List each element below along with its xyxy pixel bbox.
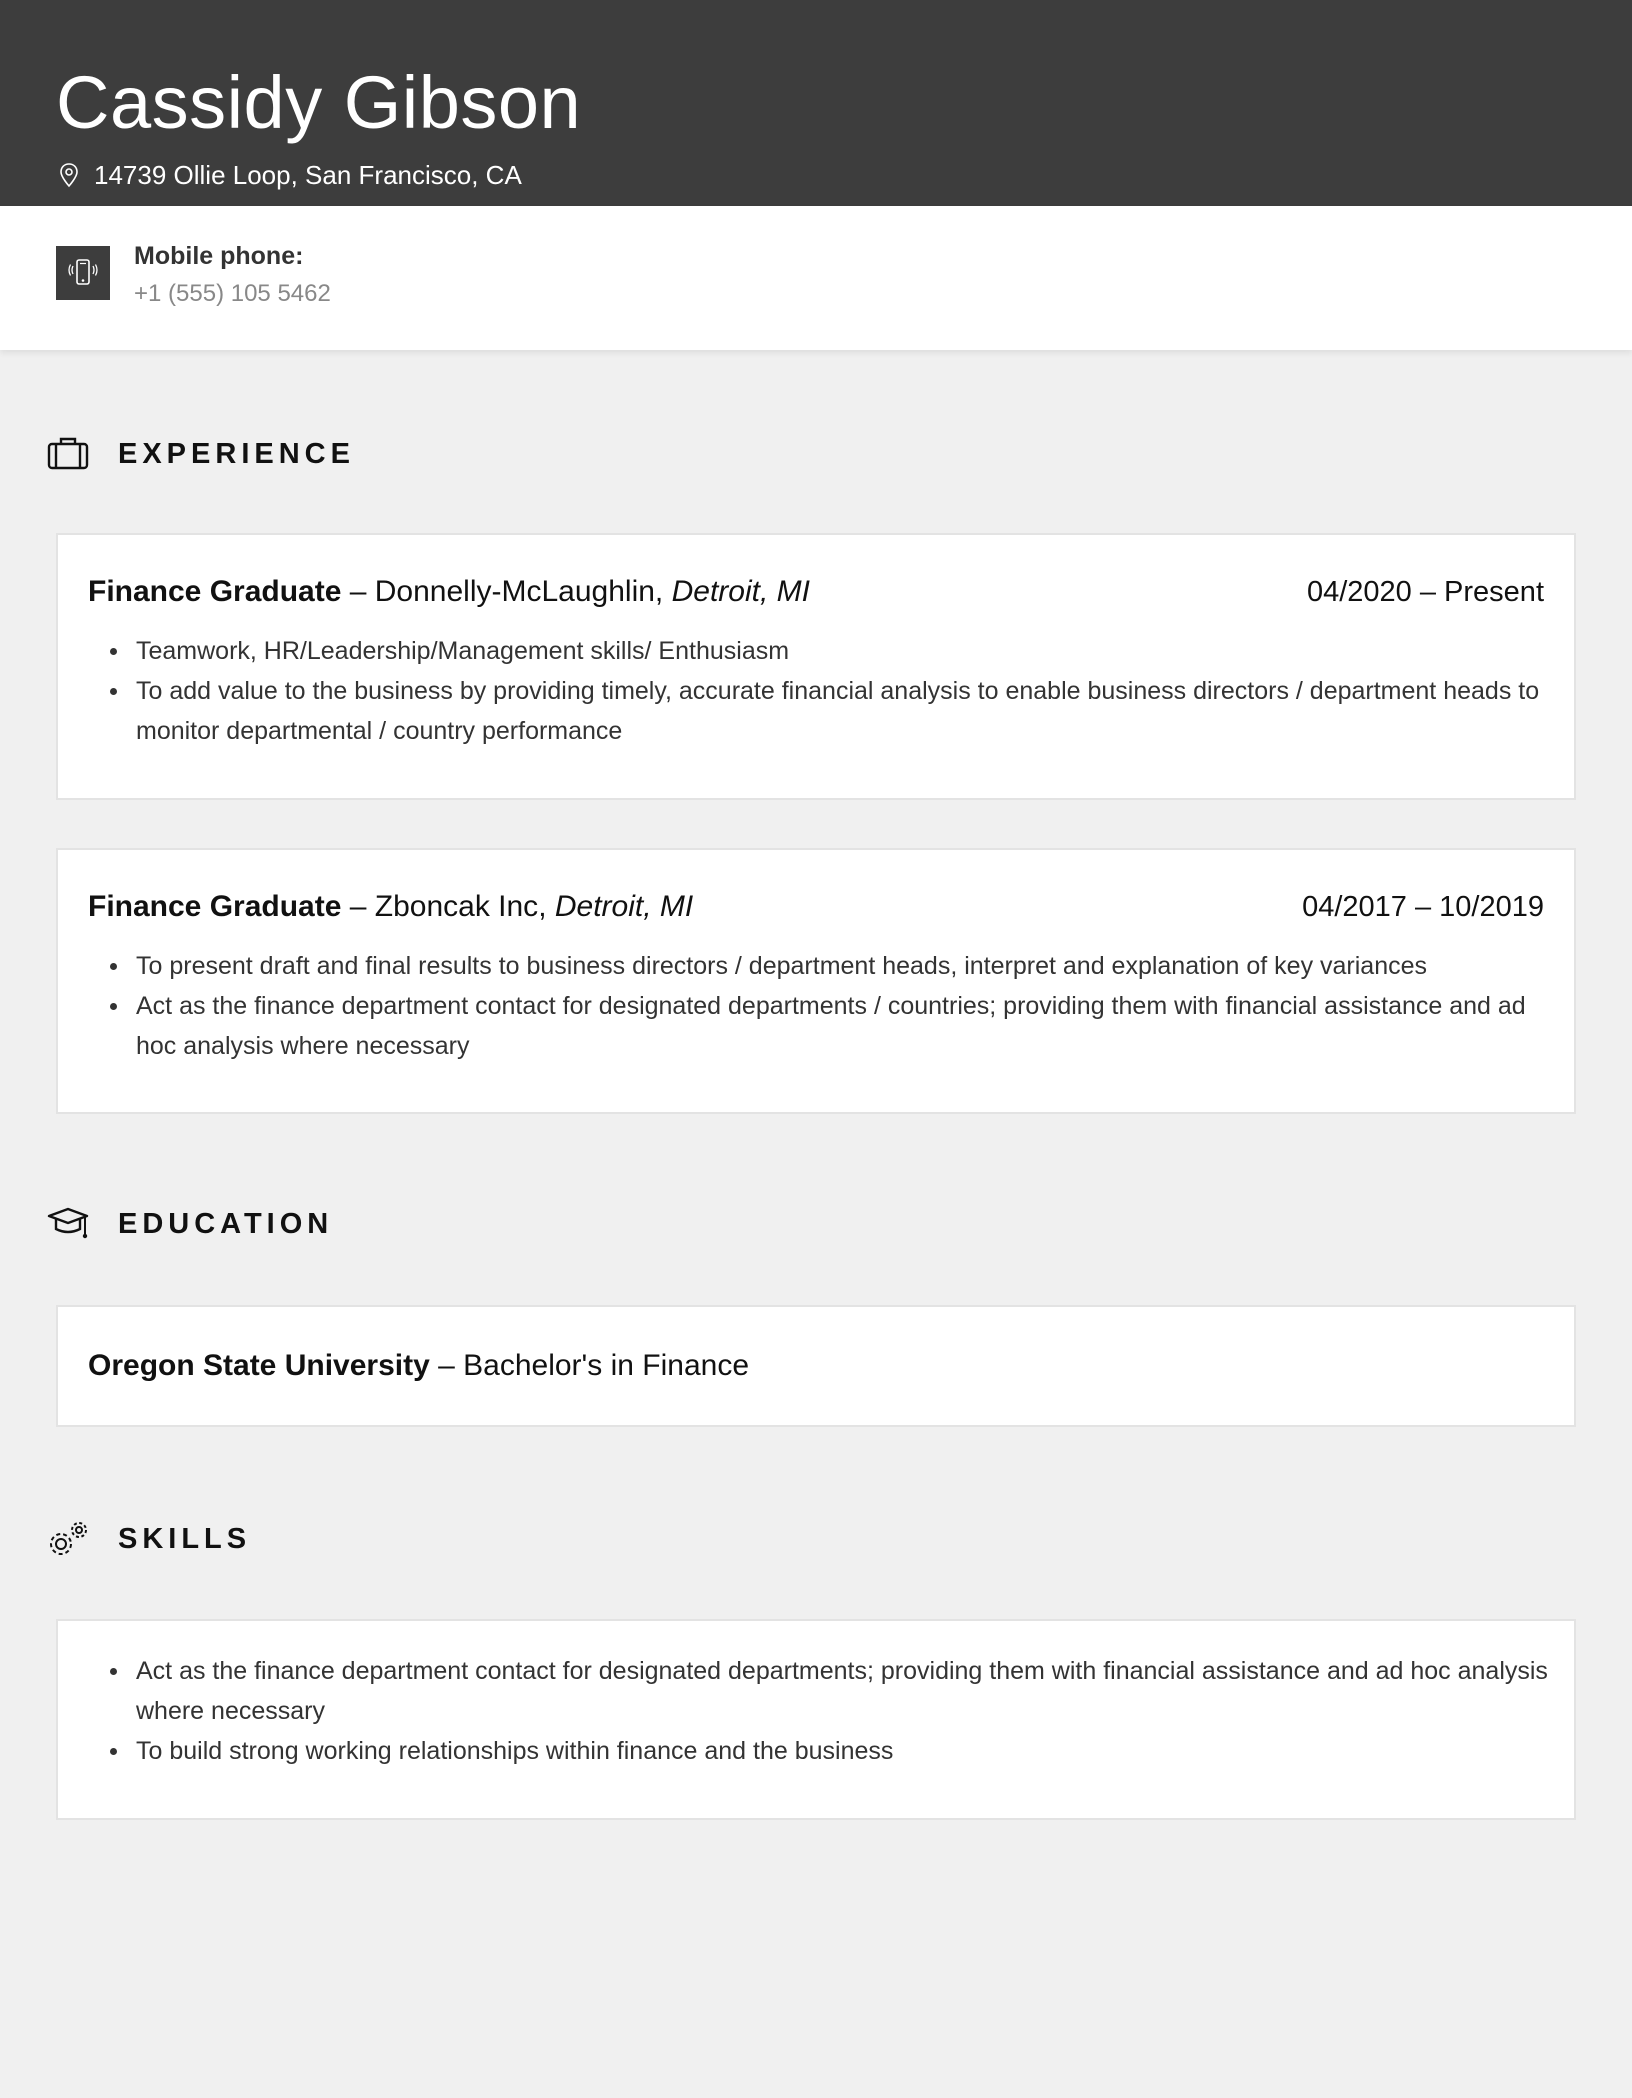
job-header [88,890,1544,924]
education-separator: – [429,1349,464,1382]
job-role: Finance Graduate [88,575,342,608]
education-card [56,1305,1576,1427]
experience-heading [46,434,355,474]
title-comma: , [654,575,672,608]
list-item: Act as the finance department contact for designated departments; providing them with financial assistance and ad hoc analysis where necessary [104,1651,1548,1731]
job-header [88,575,1544,609]
skills-card [56,1619,1576,1820]
education-heading [46,1204,333,1244]
job-company: Donnelly-McLaughlin [374,575,655,608]
address-text: 14739 Ollie Loop, San Francisco, CA [94,159,522,190]
school-name: Oregon State University [88,1349,430,1382]
job-title-line [88,575,810,609]
graduation-cap-icon [46,1204,90,1244]
job-dates: 04/2017 – 10/2019 [1302,891,1544,923]
resume-header [0,0,1632,206]
job-bullets [104,946,1548,1066]
list-item: To build strong working relationships within finance and the business [104,1731,1548,1771]
job-location: Detroit, MI [671,575,810,608]
phone-number[interactable]: +1 (555) 105 5462 [134,280,331,307]
candidate-name: Cassidy Gibson [56,61,582,144]
list-item: To add value to the business by providing timely, accurate financial analysis to enable business directors / department heads to monitor departmental / country performance [104,671,1548,751]
job-bullets [104,631,1548,751]
job-role: Finance Graduate [88,890,342,923]
phone-label: Mobile phone: [134,242,304,270]
skills-bullets [104,1651,1548,1771]
job-company: Zboncak Inc [374,890,539,923]
contact-bar [0,206,1632,350]
job-dates: 04/2020 – Present [1306,576,1544,608]
experience-card [56,533,1576,800]
map-pin-icon [58,162,80,188]
skills-heading [46,1519,251,1559]
section-title-skills: SKILLS [118,1522,252,1555]
briefcase-icon [46,434,90,474]
list-item: Act as the finance department contact for designated departments / countries; providing them with financial assistance and ad hoc analysis where necessary [104,986,1548,1066]
experience-card [56,848,1576,1114]
title-separator: – [341,575,375,608]
address-row [58,158,522,192]
gears-icon [46,1519,90,1559]
section-title-experience: EXPERIENCE [118,437,355,470]
title-separator: – [341,890,375,923]
job-location: Detroit, MI [554,890,694,923]
list-item: To present draft and final results to business directors / department heads, interpret and explanation of key variances [104,946,1548,986]
mobile-phone-icon [56,246,110,300]
title-comma: , [538,890,555,923]
job-title-line [88,890,693,924]
section-title-education: EDUCATION [118,1207,334,1240]
education-line [88,1349,749,1383]
degree-name: Bachelor's in Finance [463,1349,750,1382]
list-item: Teamwork, HR/Leadership/Management skills/ Enthusiasm [104,631,1548,671]
